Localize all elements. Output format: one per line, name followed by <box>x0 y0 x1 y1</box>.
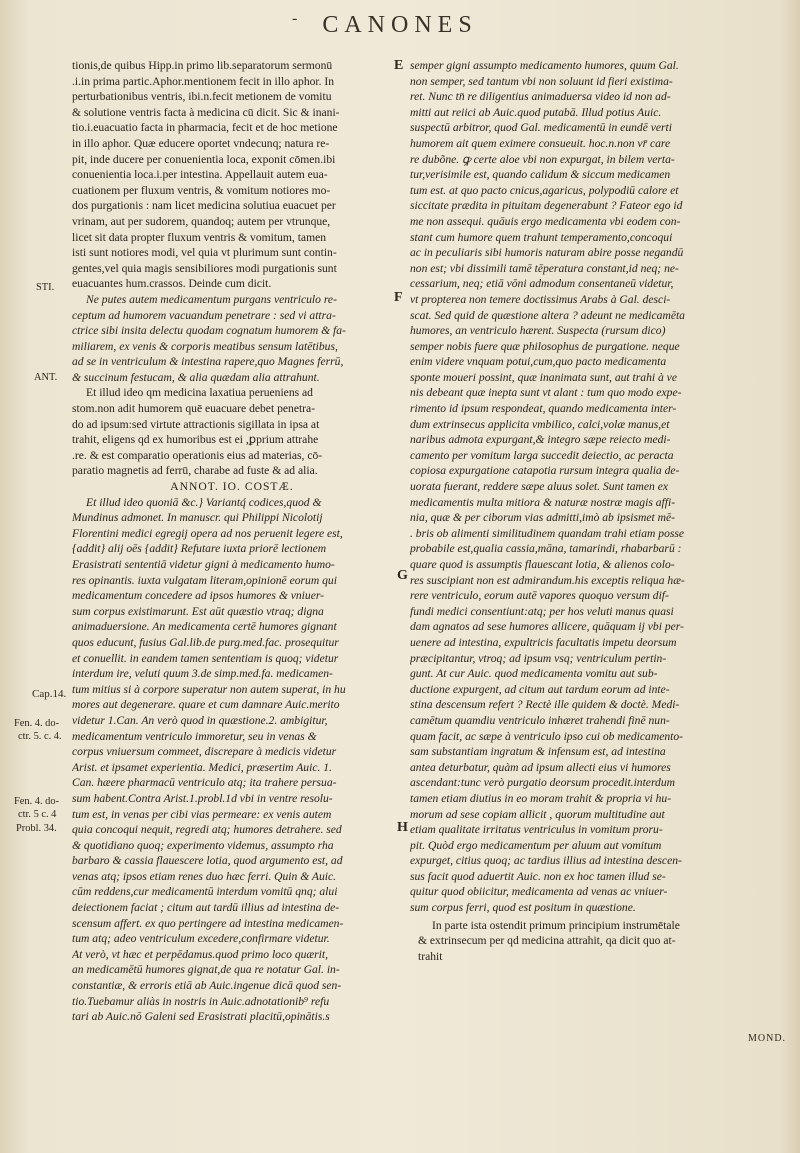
text-line: sam substantiam ingratum & infensum est, ad intestina <box>410 745 666 759</box>
margin-note-probl: Probl. 34. <box>16 823 57 834</box>
right-commentary-roman <box>410 918 742 965</box>
text-line: quos educunt, fusius Gal.lib.de purg.med.fac. prosequitur <box>72 635 339 649</box>
text-line: medicamentis multa mitiora & naturæ nostræ magis affi- <box>410 495 676 509</box>
text-line: corpus vniuersum commeet, discrepare à medicis videtur <box>72 745 337 759</box>
text-line: quare quod is assumptis flauescant lotia, & alienos colo- <box>410 558 675 571</box>
text-line: sum habent.Contra Arist.1.probl.1d vbi in ventre resolu- <box>72 791 333 805</box>
text-line: præcipitantur, vtroq; ad ipsum vsq; ventriculum pertin- <box>410 651 667 665</box>
text-line: isti sunt notiores modi, vel quia vt plurimum sunt contin- <box>72 246 337 260</box>
text-line: scensum affert. ex quo pertingere ad intestina medicamen- <box>72 916 344 930</box>
text-line: sponte moueri possint, quæ inanimata sunt, aut trahi à ve <box>410 370 677 384</box>
margin-note-cap: Cap.14. <box>32 688 67 700</box>
text-line: me non assequi. quāuis ergo medicamenta vbi eodem con- <box>410 214 681 228</box>
text-line: enim videre vnquam potui,cum,quo pacto medicamenta <box>410 355 667 369</box>
text-line: antea deturbatur, quàm ad ipsum allecti eius vi humores <box>410 760 671 774</box>
text-line: humores, an ventriculo hærent. Suspecta (rursum dico) <box>410 324 666 338</box>
text-line: paratio magnetis ad ferrū, charabe ad fuste & ad alia. <box>72 464 318 478</box>
text-line: scat. Sed quid de quæstione altera ? adeunt ne medicamēta <box>410 308 685 322</box>
text-line: ac in peculiaris sibi humoris naturam abire posse negandū <box>410 246 684 260</box>
text-line: dam agnatos ad sese humores allicere, quāquam ij vbi per- <box>410 620 684 634</box>
text-line: stant cum humore quem trahunt temperamento,concoqui <box>410 230 673 244</box>
text-line: gentes,vel quia magis sensibiliores modi purgationis sunt <box>72 261 337 275</box>
text-line: Arist. et ipsamet experientia. Medici, præsertim Auic. 1. <box>72 760 332 774</box>
text-line: camento per vomitum larga succedit deiectio, ac peracta <box>410 448 674 462</box>
text-line: in illo aphor. Quæ educere oportet vndecunq; natura re- <box>72 136 330 150</box>
text-line: Ne putes autem medicamentum purgans ventriculo re- <box>86 292 337 306</box>
text-line: . bris ob alimenti similitudinem quandam trahi etiam posse <box>410 526 685 540</box>
text-line: vt propterea non temere doctissimus Arabs à Gal. desci- <box>410 292 671 306</box>
text-line: ceptum ad humorem vacuandum penetrare : sed vi attra- <box>72 308 336 322</box>
text-line: sum corpus existimarunt. Est aūt quæstio vtraq; digna <box>72 604 324 618</box>
text-line: pit, inde ducere per conuenientia loca, exponit cōmen.ibi <box>72 152 336 166</box>
text-line: uenere ad intestina, expultricis facultatis impetu deorsum <box>410 635 677 649</box>
text-line: quitur quod obiicitur, medicamenta ad venas ac vniuer- <box>410 885 668 899</box>
text-line: At verò, vt hæc et perpēdamus.quod primo loco quærit, <box>72 947 328 961</box>
right-column <box>410 58 742 964</box>
text-line: interdum ire, veluti quum 3.de simp.med.fa. medicamen- <box>72 667 333 681</box>
margin-letter-f: F <box>394 290 403 305</box>
left-canon-text-italic <box>72 292 392 386</box>
text-line: constantiæ, & erroris etiā ab Auic.ingenue dicā quod sen- <box>72 979 342 993</box>
text-line: mores aut degenerare. quare et cum damnare Auic.merito <box>72 698 340 712</box>
text-line: Et illud ideo qm medicina laxatiua perueniens ad <box>86 386 313 400</box>
left-annotation-italic <box>72 495 392 1025</box>
text-line: tum est, in venas per cibi vias permeare: ex venis autem <box>72 807 332 821</box>
text-line: ascendant:tunc verò purgatio deorsum procedit.interdum <box>410 776 676 790</box>
text-line: mitti aut reiici ab Auic.quod putabā. Illud potius Auic. <box>410 105 662 119</box>
text-line: & succinum festucam, & alia quædam alia attrahunt. <box>72 370 320 384</box>
text-line: camētum quamdiu ventriculo inhæret trahendi finē nun- <box>410 713 670 727</box>
text-line: siccitate prædita in pituitam degenerabunt ? Fateor ego id <box>410 199 683 213</box>
text-line: rimento id ipsum respondeat, quando medicamenta inter- <box>410 402 677 416</box>
text-line: tio.i.euacuatio facta in pharmacia, fecit et de hoc metione <box>72 121 338 135</box>
text-line: conuenientia loca.i.per intestina. Appellauit autem eua- <box>72 168 328 182</box>
text-line: tum atq; adeo ventriculum excedere,confirmare videtur. <box>72 932 330 946</box>
margin-letter-h: H <box>397 820 408 835</box>
margin-note-ant: ANT. <box>34 372 58 383</box>
text-line: Mundinus admonet. In manuscr. qui Philippi Nicolotij <box>72 511 323 525</box>
text-line: medicamentum concedere ad ipsos humores & vniuer- <box>72 589 324 603</box>
text-line: tamen etiam diutius in eo moram trahit & propria vi hu- <box>410 791 672 805</box>
text-line: res suscipiant non est admirandum.his exceptis reliqua hæ- <box>410 573 685 587</box>
text-line: copiosa expurgatione catapotia rursum integra qualia de- <box>410 464 680 478</box>
text-line: Erasistrati sententiā videtur gigni à medicamento humo- <box>72 558 335 571</box>
text-line: an medicamētū humores gignat,de qua re notatur Gal. in- <box>72 963 340 977</box>
text-line: perturbationibus ventris, ibi.n.fecit metionem de vomitu <box>72 90 332 104</box>
text-line: quam facit, ac sæpe à ventriculo ipso cui ob medicamento- <box>410 729 684 743</box>
text-line: tum est. at quo pacto cnicus,agaricus, polypodiū calore et <box>410 183 679 197</box>
text-line: licet sit data propter fluxum ventris & vomitum, tamen <box>72 230 327 244</box>
text-line: ad se in ventriculum & intestina rapere,quo Magnes ferrū, <box>72 355 344 369</box>
margin-note-sti: STI. <box>36 282 55 293</box>
header-dash: - <box>292 10 298 27</box>
text-line: euacuantes hum.crassos. Deinde cum dicit. <box>72 277 272 291</box>
right-annotation-italic <box>410 58 742 916</box>
annotation-heading: ANNOT. IO. COSTÆ. <box>170 480 294 494</box>
text-line: non est; vbi dissimili tamē tēperatura constant,id neq; ne- <box>410 261 679 275</box>
margin-note-fen-1a: Fen. 4. do- <box>14 718 60 729</box>
text-line: ret. Nunc tn̄ re diligentius animaduersa video id non ad- <box>410 90 671 104</box>
running-header <box>0 12 800 39</box>
text-line: semper gigni assumpto medicamento humores, quum Gal. <box>410 59 679 72</box>
text-line: stina descensum refert ? Rectè ille quidem & doctè. Medi- <box>410 698 680 712</box>
margin-note-mond: MOND. <box>748 1033 787 1044</box>
text-line: animaduersione. An medicamenta certē humores gignant <box>72 620 337 634</box>
text-line: re dubõne. ꝙ certe aloe vbi non expurgat, in bilem verta- <box>410 152 675 166</box>
text-line: semper nobis fuere quæ philosophus de purgatione. neque <box>410 339 680 353</box>
text-line: expurget, citius quoq; ac tardius illius ad intestina descen- <box>410 854 682 868</box>
text-line: morum ad sese copiam allicit , quorum multitudine aut <box>410 807 665 821</box>
text-line: res opinantis. iuxta vulgatam literam,opinionē eorum qui <box>72 573 337 587</box>
text-line: vrinam, aut per sudorem, quandoq; autem per vtrunque, <box>72 214 331 228</box>
text-line: ctrice sibi insita delectu quodam cognatum humorem & fa- <box>72 324 346 338</box>
text-line: fundi medici consentiunt:atq; per hos veluti manus quasi <box>410 604 674 618</box>
text-line: et conuellit. in eandem tamen sententiam is quoq; videtur <box>72 651 339 665</box>
text-line: barbaro & cassia flauescere lotia, quod argumento est, ad <box>72 854 343 868</box>
margin-note-fen-2b: ctr. 5 c. 4 <box>18 809 57 820</box>
text-line: Can. hæere pharmacū ventriculo atq; ita trahere persua- <box>72 776 337 790</box>
left-commentary-roman-2 <box>72 385 392 479</box>
text-line: sum corpus ferri, quod est positum in quæstione. <box>410 901 636 915</box>
left-commentary-roman-1 <box>72 58 392 292</box>
text-line: trahit <box>418 949 443 963</box>
text-line: In parte ista ostendit primum principium instrumētale <box>432 918 680 932</box>
text-line: gunt. At cur Auic. quod medicamenta vomitu aut sub- <box>410 667 658 681</box>
text-line: suspectū arbitror, quod Gal. medicamentū in eundē verti <box>410 121 673 135</box>
text-line: & quotidiano quoq; experimento videmus, assumpto rha <box>72 838 334 852</box>
text-line: tari ab Auic.nō Galeni sed Erasistrati placitū,opinātis.s <box>72 1010 330 1024</box>
running-header-text: CANONES <box>322 12 478 38</box>
text-line: do ad ipsum:sed virtute attractionis sigillata in ipsa at <box>72 417 320 431</box>
margin-note-fen-1b: ctr. 5. c. 4. <box>18 731 62 742</box>
text-line: Et illud ideo quoniā &c.} Variantq́ codices,quod & <box>86 495 322 509</box>
text-line: humorem ait quem eximere consueuit. hoc.n.non vr̄ care <box>410 136 671 150</box>
text-line: uorata fuerant, reddere sæpe aluus solet. Sunt tamen ex <box>410 480 669 494</box>
text-line: .i.in prima partic.Aphor.mentionem fecit in illo aphor. In <box>72 74 335 88</box>
margin-note-fen-2a: Fen. 4. do- <box>14 796 60 807</box>
text-line: dum extrinsecus applicita vmbilico, calci,volæ manus,et <box>410 417 670 431</box>
text-line: Florentini medici egregij opera ad nos peruenit legere est, <box>72 526 343 540</box>
text-line: nia, quæ & per ciborum vias admitti,imò ab ipsismet mē- <box>410 511 676 525</box>
left-column <box>72 58 392 1025</box>
text-line: .re. & est comparatio operationis eius ad materias, cō- <box>72 448 323 462</box>
text-line: tionis,de quibus Hipp.in primo lib.separatorum sermonū <box>72 59 333 72</box>
text-line: miliarem, ex venis & corporis meatibus sensum latētibus, <box>72 339 338 353</box>
text-line: pit. Quòd ergo medicamentum per aluum aut vomitum <box>410 838 662 852</box>
text-line: tur,verisimile est, quando calidum & siccum medicamen <box>410 168 671 182</box>
text-line: naribus admota expurgant,& integro sæpe reiecto medi- <box>410 433 671 447</box>
margin-letter-e: E <box>394 58 404 73</box>
text-line: stom.non adit humorem quē euacuare debet penetra- <box>72 402 316 416</box>
text-line: {addit} alij oēs {addit} Refutare iuxta priorē lectionem <box>72 542 327 556</box>
text-line: medicamentum ventriculo immoretur, seu in venas & <box>72 729 317 743</box>
text-line: non semper, sed tantum vbi non soluunt id fieri existima- <box>410 74 673 88</box>
text-line: & extrinsecum per qd medicina attrahit, qa dicit quo at- <box>418 934 676 948</box>
text-line: rere ventriculo, eorum autē vapores quoquo versum dif- <box>410 589 669 603</box>
text-line: probabile est,qualia cassia,māna, tamarindi, rhabarbarū : <box>410 542 682 556</box>
text-line: etiam qualitate irritatus ventriculus in vomitum proru- <box>410 823 663 837</box>
text-line: quia concoqui nequit, regredi atq; humores detrahere. sed <box>72 823 342 837</box>
text-line: tio.Tuebamur aliàs in nostris in Auic.adnotationib⁹ refu <box>72 994 330 1008</box>
text-line: cuationem per fluxum ventris, & vomitum notiores mo- <box>72 183 331 197</box>
text-line: ductione expurgent, ad citum aut tardum eorum ad inte- <box>410 682 670 696</box>
text-line: deiectionem faciat ; citum aut tardū illius ad intestina de- <box>72 901 340 915</box>
text-line: tum mitius si à corpore superatur non autem superat, in hu <box>72 682 346 696</box>
text-line: trahit, eligens qd ex humoribus est ei ,ꝑprium attrahe <box>72 433 319 447</box>
text-line: dos purgationis : nam licet medicina solutiua euacuet per <box>72 199 336 213</box>
text-line: nis debeant quæ inepta sunt vt alant : tum quo modo expe- <box>410 386 682 400</box>
text-line: venas atq; ipsos etiam renes duo hæc ferri. Quin & Auic. <box>72 869 337 883</box>
text-line: cūm reddens,cur medicamentū interdum vomitū qnq; alui <box>72 885 338 899</box>
margin-letter-g: G <box>397 568 408 583</box>
text-line: cessarium, neq; etiā vōni admodum consentaneū videtur, <box>410 277 674 291</box>
text-line: & solutione ventris facta à medicina cū dicit. Sic & inani- <box>72 105 340 119</box>
text-line: videtur 1.Can. An verò quod in quæstione.2. ambigitur, <box>72 713 328 727</box>
text-line: sus facit quod aduertit Auic. non ex hoc tamen illud se- <box>410 869 666 883</box>
